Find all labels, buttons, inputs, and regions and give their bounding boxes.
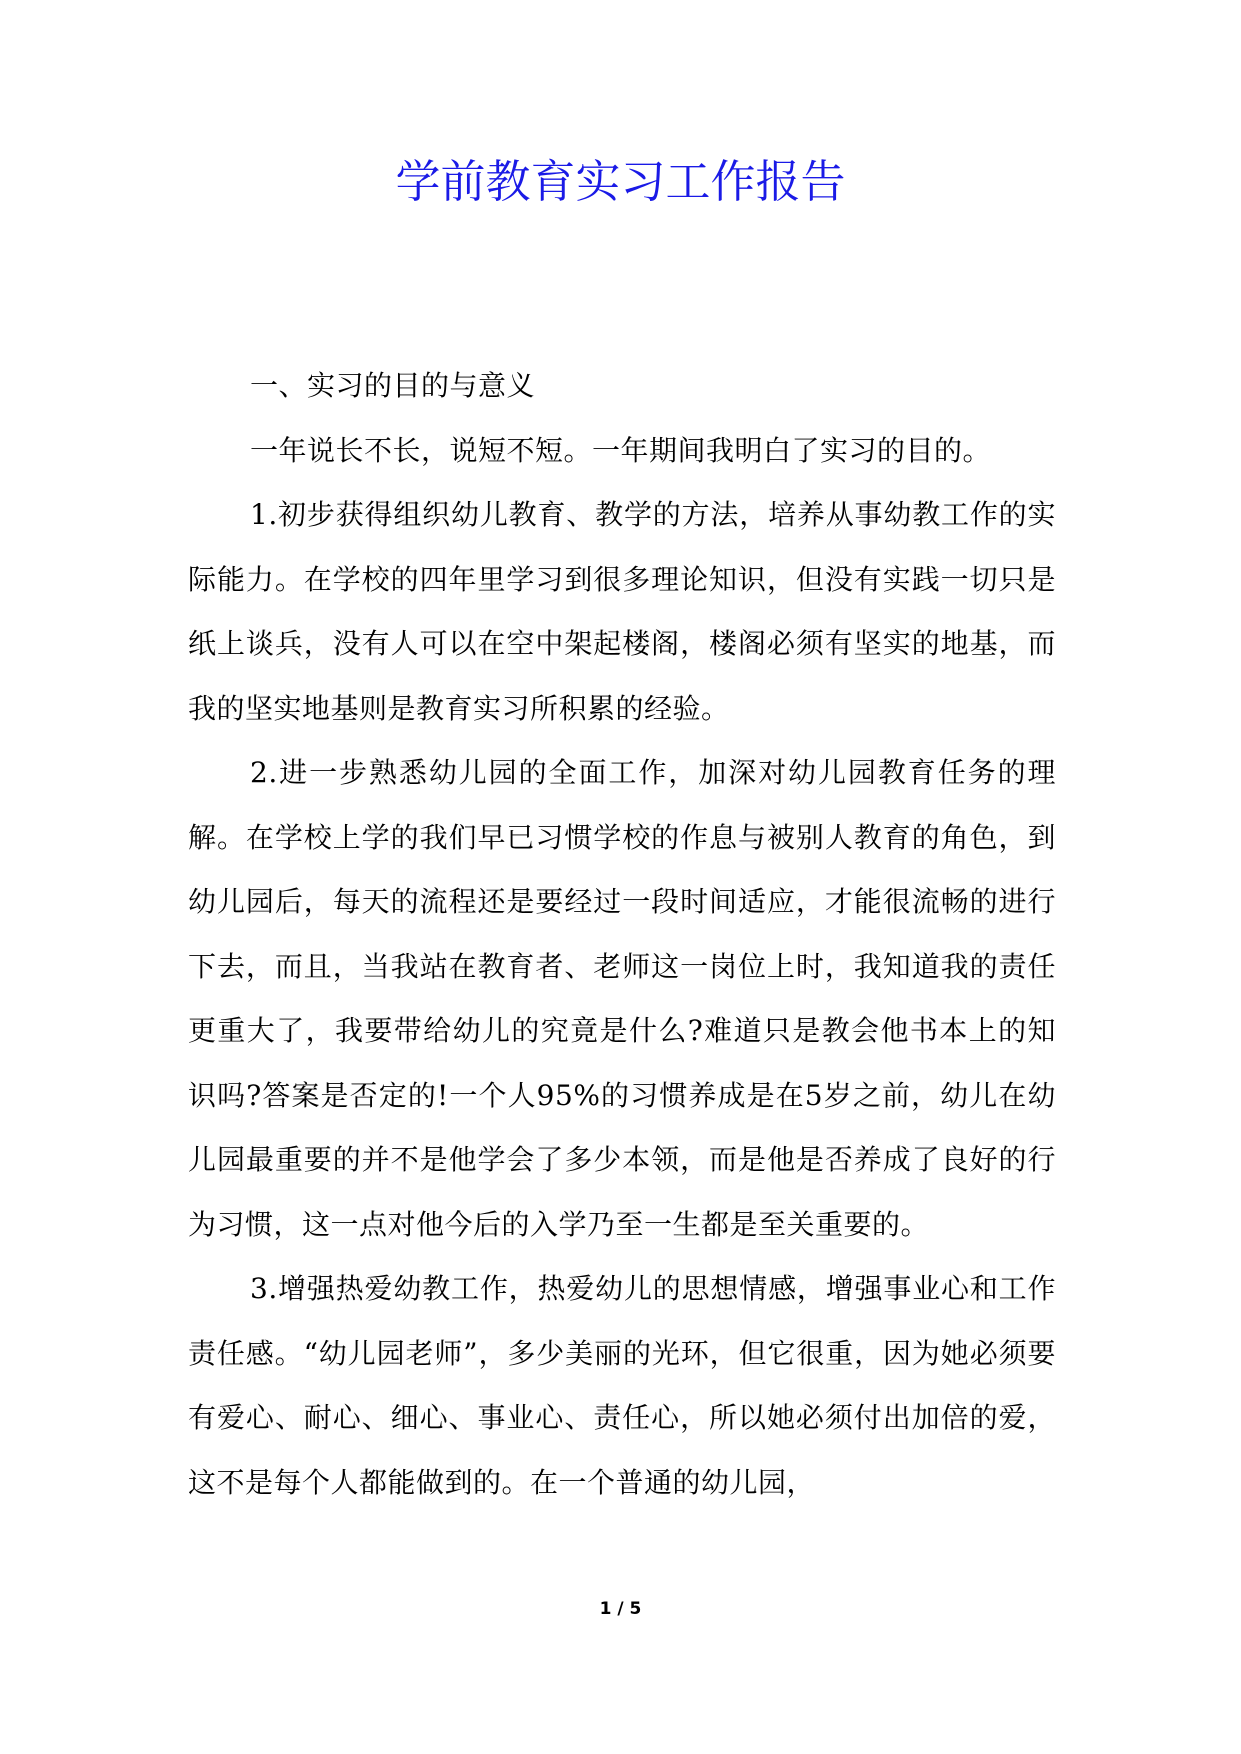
document-title: 学前教育实习工作报告 [395, 155, 846, 208]
paragraph: 1.初步获得组织幼儿教育、教学的方法，培养从事幼教工作的实际能力。在学校的四年里学习到很多理论知识，但没有实践一切只是纸上谈兵，没有人可以在空中架起楼阁，楼阁必须有坚实的地基，而我的坚实地基则是教育实习所积累的经验。 [188, 498, 1056, 725]
section-heading: 一、实习的目的与意义 [250, 369, 536, 402]
page-number: 1 / 5 [599, 1599, 642, 1619]
paragraph: 2.进一步熟悉幼儿园的全面工作，加深对幼儿园教育任务的理解。在学校上学的我们早已习惯学校的作息与被别人教育的角色，到幼儿园后，每天的流程还是要经过一段时间适应，才能很流畅的进行下去，而且，当我站在教育者、老师这一岗位上时，我知道我的责任更重大了，我要带给幼儿的究竟是什么?难道只是教会他书本上的知识吗?答案是否定的!一个人95%的习惯养成是在5岁之前，幼儿在幼儿园最重要的并不是他学会了多少本领，而是他是否养成了良好的行为习惯，这一点对他今后的入学乃至一生都是至关重要的。 [188, 756, 1056, 1241]
paragraph: 一年说长不长，说短不短。一年期间我明白了实习的目的。 [250, 433, 992, 467]
document-body [188, 354, 1056, 1515]
paragraph: 3.增强热爱幼教工作，热爱幼儿的思想情感，增强事业心和工作责任感。“幼儿园老师”，多少美丽的光环，但它很重，因为她必须要有爱心、耐心、细心、事业心、责任心，所以她必须付出加倍的爱，这不是每个人都能做到的。在一个普通的幼儿园， [188, 1272, 1056, 1499]
